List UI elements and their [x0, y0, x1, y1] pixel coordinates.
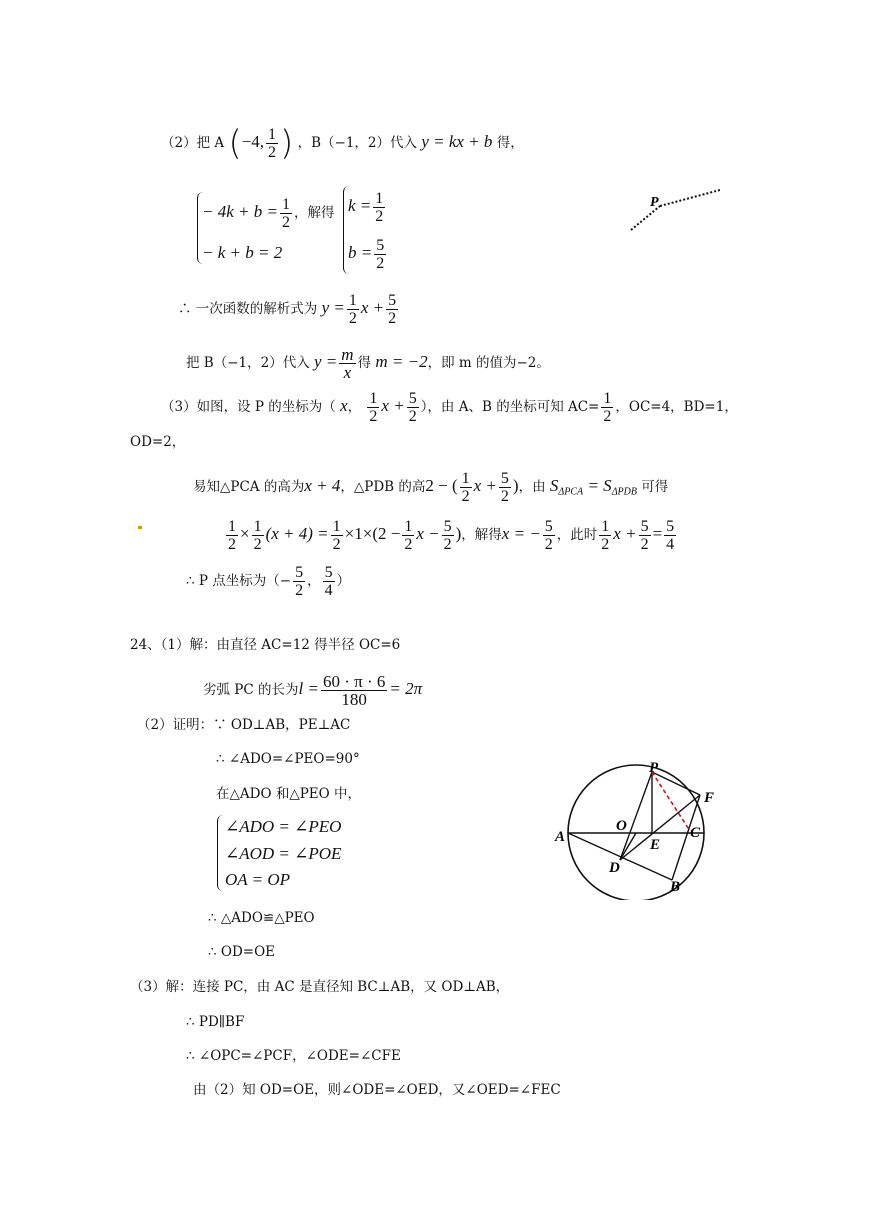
q24-part3-line3: ∴ ∠OPC=∠PCF，∠ODE=∠CFE — [186, 1048, 401, 1064]
p-label: P — [650, 195, 659, 210]
point-b-text: ，B（−1，2）代入 — [297, 135, 418, 151]
label-d: D — [609, 860, 620, 876]
point-a-frac: $\frac{1}{2}$ — [268, 126, 277, 161]
p-coord-line: ∴ P 点坐标为（− $\frac{5}{2}$ ， $\frac{5}{4}$ ） — [186, 564, 351, 599]
part3-line1: （3）如图，设 P 的坐标为（ x， $\frac{1}{2}$ x + $\frac{5}{2}$ ），由 A、B 的坐标可知 AC= $\frac{1}{2}$ ，OC=4，BD=1， — [161, 390, 738, 425]
linear-result: ∴ 一次函数的解析式为 y = $\frac{1}{2}$ x + $\frac{5}{2}$ — [178, 292, 397, 327]
q24-part3-line2: ∴ PD∥BF — [186, 1014, 245, 1030]
label-o: O — [616, 818, 627, 834]
circle-figure — [550, 755, 730, 900]
solution-k: k = $\frac{1}{2}$ — [348, 190, 384, 225]
label-a: A — [555, 829, 566, 845]
arc-length-line: 劣弧 PC 的长为l = $\frac{60 \cdot \pi \cdot 6}{180}$ = 2π — [203, 672, 423, 709]
part2-label: （2）把 A — [161, 135, 225, 151]
segment-pf — [652, 772, 700, 795]
point-a-x: −4, — [241, 132, 265, 151]
q24-part2-line1: （2）证明：∵ OD⊥AB，PE⊥AC — [137, 717, 351, 733]
q24-part1-line1: 24、（1）解：由直径 AC=12 得半径 OC=6 — [130, 637, 401, 653]
label-e: E — [650, 837, 661, 853]
q24-part2-line4: ∴ △ADO≌△PEO — [208, 910, 315, 926]
q24-part2-line3: 在△ADO 和△PEO 中， — [216, 786, 361, 802]
q23-part2-line: （2）把 A (−4, $\frac{1}{2}$ ) ，B（−1，2）代入 y = kx + b 得， — [161, 123, 524, 164]
q24-part2-line5: ∴ OD=OE — [208, 944, 276, 960]
q24-part3-line1: （3）解：连接 PC，由 AC 是直径知 BC⊥AB，又 OD⊥AB， — [130, 979, 510, 995]
p-right-dotted-line — [660, 190, 720, 206]
label-f: F — [704, 790, 715, 806]
q24-part3-line4: 由（2）知 OD=OE，则∠ODE=∠OED，又∠OED=∠FEC — [193, 1082, 561, 1098]
solution-b: b = $\frac{5}{2}$ — [348, 237, 385, 272]
label-c: C — [690, 825, 701, 841]
part2-suffix: 得， — [496, 135, 524, 151]
cong-eq3: OA = OP — [225, 870, 290, 889]
system1-eq1: − 4k + b = $\frac{1}{2}$ ，解得 — [202, 196, 335, 231]
label-p: P — [649, 760, 659, 776]
label-b: B — [670, 879, 681, 895]
part3-line2: OD=2， — [130, 434, 186, 450]
point-p-figure — [620, 180, 730, 240]
inverse-fn-line: 把 B（−1，2）代入 y = $\frac{m}{x}$ 得 m = −2，即 m 的值为−2。 — [186, 345, 550, 382]
cong-eq2: ∠AOD = ∠POE — [225, 844, 342, 863]
system1-eq2: − k + b = 2 — [202, 243, 283, 262]
area-eq-line: $\frac{1}{2}$ × $\frac{1}{2}$ (x + 4) = $\frac{1}{2}$ ×1×(2 − $\frac{1}{2}$ x − $\frac{5}{2}$ )，解得x = − $\frac{5}{2}$ ，此时 $\frac{1}{2}$ x + $\frac{5}{2}$ = $\frac{5}{4}$ — [228, 518, 675, 553]
q24-part2-line2: ∴ ∠ADO=∠PEO=90° — [216, 751, 360, 767]
cong-eq1: ∠ADO = ∠PEO — [225, 817, 342, 836]
linear-eq: y = kx + b — [421, 132, 493, 151]
yellow-mark — [138, 526, 142, 529]
heights-line: 易知△PCA 的高为x + 4，△PDB 的高2 − ( $\frac{1}{2}$ x + $\frac{5}{2}$ )，由 $S_{\Delta PCA} = S_{\Delta PDB}$ 可得 — [193, 470, 669, 505]
congruence-brace — [217, 815, 223, 891]
